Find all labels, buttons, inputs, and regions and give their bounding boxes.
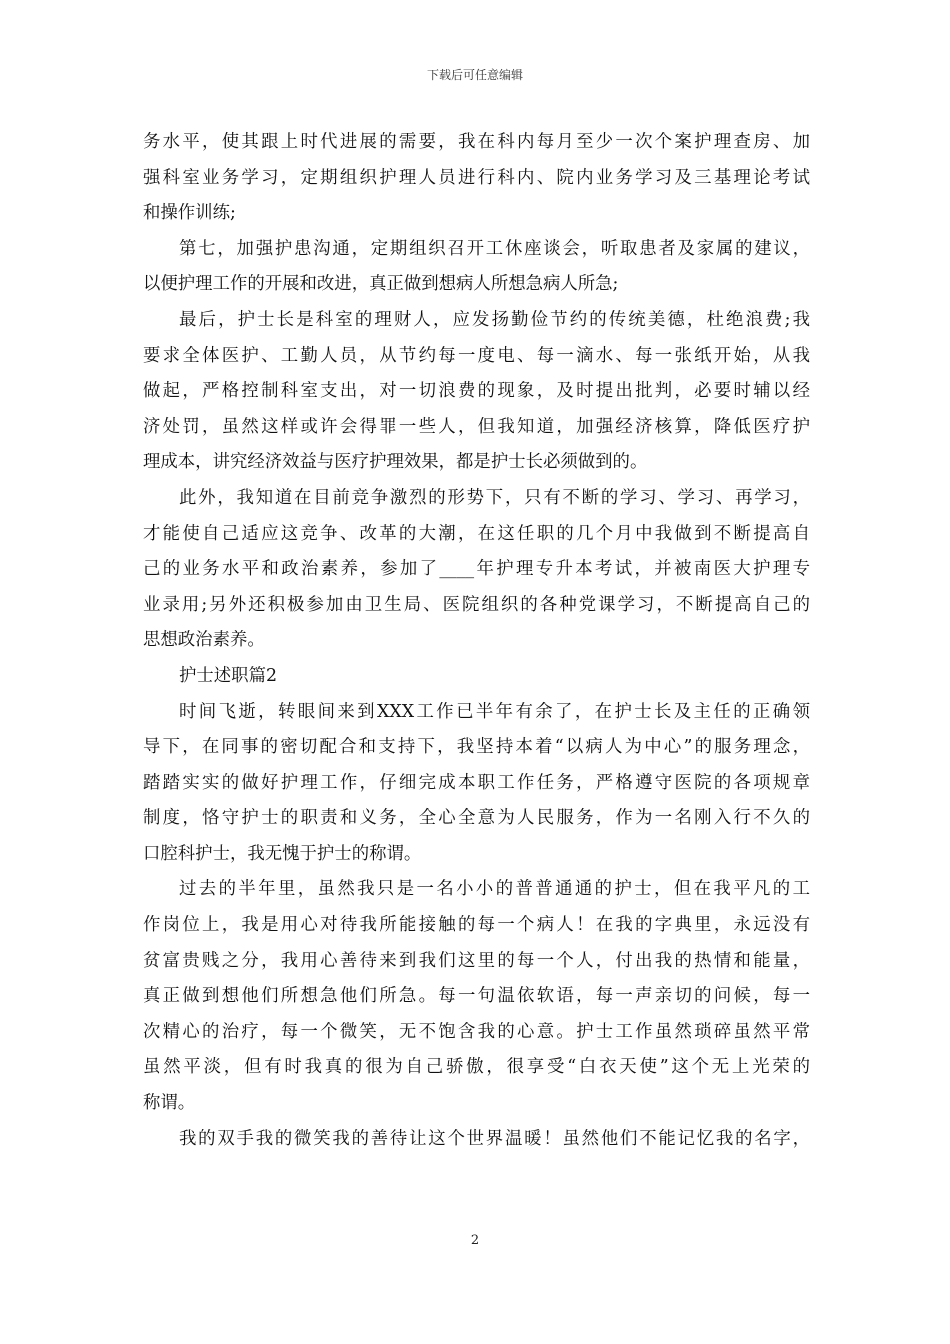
page-number: 2 [470, 1233, 480, 1248]
text-line: 口腔科护士，我无愧于护士的称谓。 [143, 843, 422, 864]
text-line: 己的业务水平和政治素养，参加了____年护理专升本考试，并被南医大护理专 [143, 559, 810, 580]
page-header: 下载后可任意编辑 [426, 68, 523, 82]
document-body [143, 125, 810, 1157]
text-line: 济处罚，虽然这样或许会得罪一些人，但我知道，加强经济核算，降低医疗护 [143, 416, 810, 437]
text-line: 以便护理工作的开展和改进，真正做到想病人所想急病人所急; [143, 274, 619, 295]
text-line: 思想政治素养。 [143, 630, 265, 651]
text-line: 要求全体医护、工勤人员，从节约每一度电、每一滴水、每一张纸开始，从我 [143, 345, 810, 366]
text-line: 导下，在同事的密切配合和支持下，我坚持本着“以病人为中心”的服务理念， [143, 737, 810, 758]
text-line: 才能使自己适应这竞争、改革的大潮，在这任职的几个月中我做到不断提高自 [143, 523, 810, 544]
text-line: 做起，严格控制科室支出，对一切浪费的现象，及时提出批判，必要时辅以经 [143, 381, 810, 402]
text-line: 务水平，使其跟上时代进展的需要，我在科内每月至少一次个案护理查房、加 [143, 132, 810, 152]
text-line: 过去的半年里，虽然我只是一名小小的普普通通的护士，但在我平凡的工 [179, 879, 810, 900]
text-line: 我的双手我的微笑我的善待让这个世界温暖！虽然他们不能记忆我的名字， [179, 1128, 810, 1149]
text-line: 第七，加强护患沟通，定期组织召开工休座谈会，听取患者及家属的建议， [179, 238, 810, 259]
text-line: 和操作训练; [143, 203, 236, 224]
text-line: 时间飞逝，转眼间来到XXX工作已半年有余了，在护士长及主任的正确领 [179, 701, 810, 722]
text-line: 贫富贵贱之分，我用心善待来到我们这里的每一个人，付出我的热情和能量， [143, 950, 810, 971]
text-line: 真正做到想他们所想急他们所急。每一句温依软语，每一声亲切的问候，每一 [143, 986, 810, 1007]
text-line: 业录用;另外还积极参加由卫生局、医院组织的各种党课学习，不断提高自己的 [143, 594, 810, 615]
text-line: 此外，我知道在目前竞争激烈的形势下，只有不断的学习、学习、再学习， [179, 487, 810, 508]
text-line: 称谓。 [143, 1093, 196, 1114]
text-line: 理成本，讲究经济效益与医疗护理效果，都是护士长必须做到的。 [143, 452, 648, 473]
text-line: 作岗位上，我是用心对待我所能接触的每一个病人！在我的字典里，永远没有 [143, 915, 810, 936]
text-line: 踏踏实实的做好护理工作，仔细完成本职工作任务，严格遵守医院的各项规章 [143, 772, 810, 793]
text-line: 虽然平淡，但有时我真的很为自己骄傲，很享受“白衣天使”这个无上光荣的 [143, 1057, 810, 1078]
text-line: 最后，护士长是科室的理财人，应发扬勤俭节约的传统美德，杜绝浪费;我 [179, 309, 810, 330]
text-line: 制度，恪守护士的职责和义务，全心全意为人民服务，作为一名刚入行不久的 [143, 808, 810, 829]
text-line: 次精心的治疗，每一个微笑，无不饱含我的心意。护士工作虽然琐碎虽然平常 [143, 1021, 810, 1042]
text-line: 护士述职篇2 [179, 665, 278, 686]
text-line: 强科室业务学习，定期组织护理人员进行科内、院内业务学习及三基理论考试 [143, 167, 810, 188]
